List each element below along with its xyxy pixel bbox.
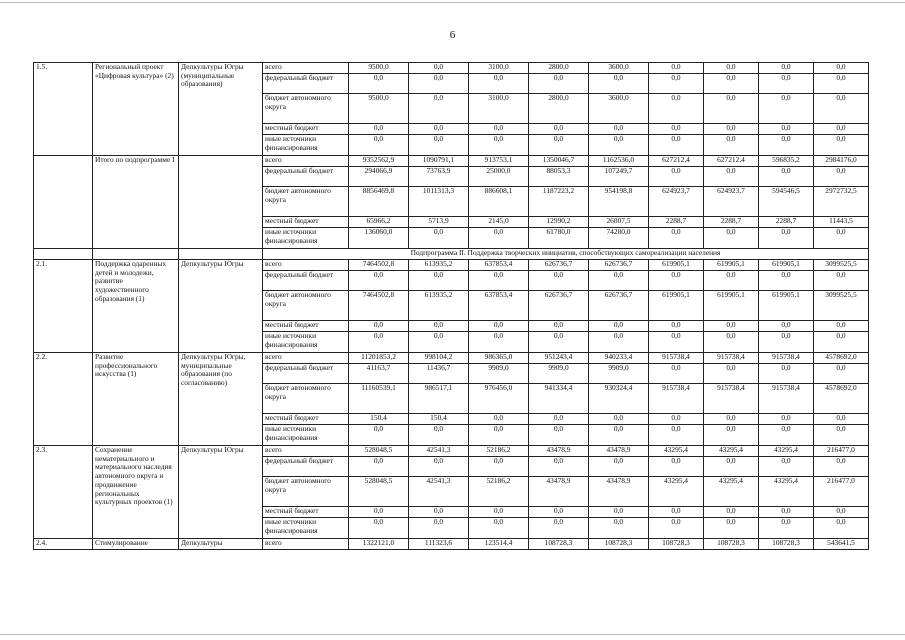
amount-cell: 619905,1 xyxy=(649,290,704,320)
amount-cell: 913753,1 xyxy=(469,155,529,166)
funding-source: всего xyxy=(263,538,349,549)
amount-cell: 26807,5 xyxy=(589,217,649,228)
amount-cell: 940233,4 xyxy=(589,352,649,363)
amount-cell: 0,0 xyxy=(649,166,704,186)
amount-cell: 624923,7 xyxy=(704,187,759,217)
amount-cell: 2972732,5 xyxy=(814,187,869,217)
amount-cell: 0,0 xyxy=(409,456,469,476)
funding-source: всего xyxy=(263,63,349,74)
amount-cell: 0,0 xyxy=(649,425,704,446)
funding-source: местный бюджет xyxy=(263,507,349,518)
amount-cell: 0,0 xyxy=(469,518,529,539)
empty-cell xyxy=(179,248,263,259)
amount-cell: 2288,7 xyxy=(649,217,704,228)
item-executor: Депкультуры Югры xyxy=(179,445,263,538)
amount-cell: 613935,2 xyxy=(409,290,469,320)
funding-source: местный бюджет xyxy=(263,321,349,332)
amount-cell: 976456,0 xyxy=(469,383,529,413)
amount-cell: 150,4 xyxy=(349,414,409,425)
amount-cell: 0,0 xyxy=(589,507,649,518)
amount-cell: 42541,3 xyxy=(409,476,469,506)
amount-cell: 0,0 xyxy=(349,73,409,93)
amount-cell: 0,0 xyxy=(469,425,529,446)
amount-cell: 0,0 xyxy=(469,332,529,353)
amount-cell: 0,0 xyxy=(704,518,759,539)
funding-source: местный бюджет xyxy=(263,217,349,228)
amount-cell: 5713,9 xyxy=(409,217,469,228)
amount-cell: 626736,7 xyxy=(529,259,589,270)
funding-source: бюджет автономного округа xyxy=(263,383,349,413)
amount-cell: 9500,0 xyxy=(349,63,409,74)
amount-cell: 2800,0 xyxy=(529,94,589,124)
amount-cell: 0,0 xyxy=(409,73,469,93)
amount-cell: 626736,7 xyxy=(589,259,649,270)
item-name: Региональный проект «Цифровая культура» (2) xyxy=(93,63,179,156)
amount-cell: 626736,7 xyxy=(529,290,589,320)
empty-cell xyxy=(93,248,179,259)
amount-cell: 216477,0 xyxy=(814,476,869,506)
funding-source: иные источники финансирования xyxy=(263,518,349,539)
amount-cell: 0,0 xyxy=(589,425,649,446)
amount-cell: 0,0 xyxy=(814,363,869,383)
amount-cell: 61780,0 xyxy=(529,228,589,249)
amount-cell: 627212,4 xyxy=(649,155,704,166)
amount-cell: 0,0 xyxy=(349,135,409,156)
amount-cell: 594546,5 xyxy=(759,187,814,217)
amount-cell: 0,0 xyxy=(814,332,869,353)
amount-cell: 42541,3 xyxy=(409,445,469,456)
amount-cell: 0,0 xyxy=(704,135,759,156)
amount-cell: 0,0 xyxy=(409,124,469,135)
amount-cell: 0,0 xyxy=(759,228,814,249)
amount-cell: 43295,4 xyxy=(649,476,704,506)
amount-cell: 0,0 xyxy=(704,507,759,518)
amount-cell: 0,0 xyxy=(349,507,409,518)
amount-cell: 619905,1 xyxy=(759,259,814,270)
amount-cell: 43295,4 xyxy=(704,476,759,506)
amount-cell: 0,0 xyxy=(759,414,814,425)
amount-cell: 619905,1 xyxy=(704,290,759,320)
amount-cell: 0,0 xyxy=(704,166,759,186)
amount-cell: 0,0 xyxy=(814,414,869,425)
amount-cell: 0,0 xyxy=(409,228,469,249)
amount-cell: 65966,2 xyxy=(349,217,409,228)
amount-cell: 0,0 xyxy=(589,456,649,476)
amount-cell: 150,4 xyxy=(409,414,469,425)
amount-cell: 0,0 xyxy=(529,518,589,539)
empty-cell xyxy=(34,248,93,259)
amount-cell: 986365,0 xyxy=(469,352,529,363)
amount-cell: 0,0 xyxy=(759,166,814,186)
item-name: Развитие профессионального искусства (1) xyxy=(93,352,179,445)
amount-cell: 0,0 xyxy=(649,414,704,425)
funding-source: всего xyxy=(263,352,349,363)
amount-cell: 74280,0 xyxy=(589,228,649,249)
amount-cell: 626736,7 xyxy=(589,290,649,320)
amount-cell: 136060,0 xyxy=(349,228,409,249)
amount-cell: 0,0 xyxy=(529,270,589,290)
amount-cell: 1322121,0 xyxy=(349,538,409,549)
amount-cell: 0,0 xyxy=(529,321,589,332)
amount-cell: 0,0 xyxy=(589,124,649,135)
item-number: 1.5. xyxy=(34,63,93,156)
amount-cell: 0,0 xyxy=(759,63,814,74)
amount-cell: 0,0 xyxy=(704,63,759,74)
budget-table xyxy=(33,62,869,550)
amount-cell: 0,0 xyxy=(704,456,759,476)
amount-cell: 543641,5 xyxy=(814,538,869,549)
item-number: 2.1. xyxy=(34,259,93,352)
table-row xyxy=(34,155,869,166)
amount-cell: 3100,0 xyxy=(469,94,529,124)
amount-cell: 886608,1 xyxy=(469,187,529,217)
page-number: 6 xyxy=(449,29,456,41)
item-number: 2.3. xyxy=(34,445,93,538)
funding-source: федеральный бюджет xyxy=(263,166,349,186)
amount-cell: 915738,4 xyxy=(759,383,814,413)
amount-cell: 0,0 xyxy=(704,94,759,124)
amount-cell: 624923,7 xyxy=(649,187,704,217)
amount-cell: 0,0 xyxy=(649,124,704,135)
amount-cell: 0,0 xyxy=(349,124,409,135)
amount-cell: 0,0 xyxy=(759,507,814,518)
amount-cell: 1011313,3 xyxy=(409,187,469,217)
funding-source: иные источники финансирования xyxy=(263,135,349,156)
amount-cell: 88053,3 xyxy=(529,166,589,186)
item-number: 2.4. xyxy=(34,538,93,549)
amount-cell: 0,0 xyxy=(409,270,469,290)
amount-cell: 0,0 xyxy=(409,518,469,539)
amount-cell: 0,0 xyxy=(649,73,704,93)
funding-source: иные источники финансирования xyxy=(263,425,349,446)
amount-cell: 0,0 xyxy=(704,270,759,290)
amount-cell: 0,0 xyxy=(759,456,814,476)
amount-cell: 9909,0 xyxy=(589,363,649,383)
amount-cell: 0,0 xyxy=(649,332,704,353)
top-scan-line xyxy=(0,2,905,3)
table-row xyxy=(34,63,869,74)
subprogram-heading-row xyxy=(34,248,869,259)
amount-cell: 0,0 xyxy=(469,414,529,425)
amount-cell: 11160539,1 xyxy=(349,383,409,413)
amount-cell: 0,0 xyxy=(409,63,469,74)
amount-cell: 0,0 xyxy=(759,124,814,135)
amount-cell: 0,0 xyxy=(589,332,649,353)
amount-cell: 108728,3 xyxy=(759,538,814,549)
amount-cell: 0,0 xyxy=(349,456,409,476)
amount-cell: 0,0 xyxy=(349,270,409,290)
amount-cell: 108728,3 xyxy=(704,538,759,549)
amount-cell: 43295,4 xyxy=(759,445,814,456)
amount-cell: 0,0 xyxy=(704,228,759,249)
amount-cell: 0,0 xyxy=(649,228,704,249)
amount-cell: 0,0 xyxy=(759,332,814,353)
item-executor xyxy=(179,155,263,248)
amount-cell: 954198,8 xyxy=(589,187,649,217)
amount-cell: 41163,7 xyxy=(349,363,409,383)
amount-cell: 998104,2 xyxy=(409,352,469,363)
amount-cell: 52186,2 xyxy=(469,445,529,456)
amount-cell: 0,0 xyxy=(349,425,409,446)
amount-cell: 1162536,0 xyxy=(589,155,649,166)
amount-cell: 0,0 xyxy=(649,518,704,539)
amount-cell: 0,0 xyxy=(704,414,759,425)
amount-cell: 915738,4 xyxy=(649,383,704,413)
amount-cell: 0,0 xyxy=(649,363,704,383)
amount-cell: 0,0 xyxy=(589,414,649,425)
item-name: Стимулирование xyxy=(93,538,179,549)
amount-cell: 613935,2 xyxy=(409,259,469,270)
item-executor: Депкультуры Югры xyxy=(179,259,263,352)
amount-cell: 915738,4 xyxy=(759,352,814,363)
amount-cell: 0,0 xyxy=(649,63,704,74)
amount-cell: 43295,4 xyxy=(649,445,704,456)
amount-cell: 7464502,8 xyxy=(349,259,409,270)
amount-cell: 0,0 xyxy=(759,94,814,124)
amount-cell: 0,0 xyxy=(349,332,409,353)
amount-cell: 0,0 xyxy=(409,321,469,332)
funding-source: федеральный бюджет xyxy=(263,456,349,476)
funding-source: иные источники финансирования xyxy=(263,332,349,353)
amount-cell: 123514,4 xyxy=(469,538,529,549)
item-name: Поддержка одаренных детей и молодежи, развитие художественного образования (1) xyxy=(93,259,179,352)
amount-cell: 0,0 xyxy=(349,321,409,332)
amount-cell: 1350046,7 xyxy=(529,155,589,166)
amount-cell: 1187223,2 xyxy=(529,187,589,217)
amount-cell: 1090791,1 xyxy=(409,155,469,166)
bottom-scan-line xyxy=(0,634,905,635)
amount-cell: 637853,4 xyxy=(469,290,529,320)
amount-cell: 0,0 xyxy=(814,270,869,290)
amount-cell: 2288,7 xyxy=(704,217,759,228)
amount-cell: 0,0 xyxy=(814,456,869,476)
amount-cell: 0,0 xyxy=(814,321,869,332)
amount-cell: 2145,0 xyxy=(469,217,529,228)
amount-cell: 0,0 xyxy=(469,73,529,93)
amount-cell: 43478,9 xyxy=(529,476,589,506)
amount-cell: 0,0 xyxy=(409,425,469,446)
amount-cell: 0,0 xyxy=(349,518,409,539)
amount-cell: 4578692,0 xyxy=(814,352,869,363)
amount-cell: 9500,0 xyxy=(349,94,409,124)
amount-cell: 619905,1 xyxy=(759,290,814,320)
amount-cell: 0,0 xyxy=(759,135,814,156)
amount-cell: 43478,9 xyxy=(529,445,589,456)
amount-cell: 43295,4 xyxy=(704,445,759,456)
amount-cell: 0,0 xyxy=(529,507,589,518)
amount-cell: 0,0 xyxy=(759,321,814,332)
amount-cell: 0,0 xyxy=(814,135,869,156)
amount-cell: 7464502,8 xyxy=(349,290,409,320)
funding-source: федеральный бюджет xyxy=(263,73,349,93)
amount-cell: 3600,0 xyxy=(589,94,649,124)
amount-cell: 3099525,5 xyxy=(814,290,869,320)
amount-cell: 0,0 xyxy=(704,124,759,135)
amount-cell: 0,0 xyxy=(409,94,469,124)
amount-cell: 216477,0 xyxy=(814,445,869,456)
amount-cell: 0,0 xyxy=(704,321,759,332)
amount-cell: 8856469,8 xyxy=(349,187,409,217)
amount-cell: 3100,0 xyxy=(469,63,529,74)
amount-cell: 0,0 xyxy=(469,456,529,476)
amount-cell: 596835,2 xyxy=(759,155,814,166)
amount-cell: 108728,3 xyxy=(589,538,649,549)
amount-cell: 915738,4 xyxy=(649,352,704,363)
amount-cell: 0,0 xyxy=(704,425,759,446)
funding-source: всего xyxy=(263,155,349,166)
amount-cell: 25000,0 xyxy=(469,166,529,186)
amount-cell: 0,0 xyxy=(814,124,869,135)
amount-cell: 43295,4 xyxy=(759,476,814,506)
amount-cell: 619905,1 xyxy=(649,259,704,270)
amount-cell: 0,0 xyxy=(589,270,649,290)
amount-cell: 951243,4 xyxy=(529,352,589,363)
amount-cell: 0,0 xyxy=(409,135,469,156)
funding-source: местный бюджет xyxy=(263,414,349,425)
amount-cell: 43478,9 xyxy=(589,476,649,506)
amount-cell: 0,0 xyxy=(759,270,814,290)
amount-cell: 0,0 xyxy=(469,270,529,290)
table-row xyxy=(34,445,869,456)
amount-cell: 0,0 xyxy=(814,228,869,249)
amount-cell: 0,0 xyxy=(469,124,529,135)
funding-source: федеральный бюджет xyxy=(263,363,349,383)
amount-cell: 0,0 xyxy=(529,135,589,156)
amount-cell: 2288,7 xyxy=(759,217,814,228)
amount-cell: 3099525,5 xyxy=(814,259,869,270)
amount-cell: 0,0 xyxy=(649,270,704,290)
amount-cell: 9352562,9 xyxy=(349,155,409,166)
amount-cell: 107249,7 xyxy=(589,166,649,186)
amount-cell: 11436,7 xyxy=(409,363,469,383)
amount-cell: 0,0 xyxy=(469,135,529,156)
amount-cell: 0,0 xyxy=(649,507,704,518)
amount-cell: 0,0 xyxy=(814,166,869,186)
item-executor: Депкультуры Югры, муниципальные образования (по согласованию) xyxy=(179,352,263,445)
item-name: Итого по подпрограмме I xyxy=(93,155,179,248)
funding-source: иные источники финансирования xyxy=(263,228,349,249)
amount-cell: 9909,0 xyxy=(469,363,529,383)
amount-cell: 73763,9 xyxy=(409,166,469,186)
amount-cell: 0,0 xyxy=(529,414,589,425)
funding-source: всего xyxy=(263,445,349,456)
funding-source: бюджет автономного округа xyxy=(263,476,349,506)
amount-cell: 0,0 xyxy=(759,425,814,446)
amount-cell: 0,0 xyxy=(814,63,869,74)
amount-cell: 0,0 xyxy=(814,94,869,124)
amount-cell: 3600,0 xyxy=(589,63,649,74)
amount-cell: 0,0 xyxy=(649,456,704,476)
amount-cell: 11201853,2 xyxy=(349,352,409,363)
amount-cell: 0,0 xyxy=(649,94,704,124)
item-number xyxy=(34,155,93,248)
funding-source: всего xyxy=(263,259,349,270)
amount-cell: 0,0 xyxy=(814,518,869,539)
amount-cell: 0,0 xyxy=(469,228,529,249)
item-executor: Депкультуры Югры (муниципальные образования) xyxy=(179,63,263,156)
amount-cell: 2800,0 xyxy=(529,63,589,74)
amount-cell: 0,0 xyxy=(649,321,704,332)
item-number: 2.2. xyxy=(34,352,93,445)
amount-cell: 0,0 xyxy=(704,332,759,353)
amount-cell: 294066,9 xyxy=(349,166,409,186)
amount-cell: 43478,9 xyxy=(589,445,649,456)
amount-cell: 0,0 xyxy=(529,73,589,93)
funding-source: бюджет автономного округа xyxy=(263,94,349,124)
amount-cell: 12990,2 xyxy=(529,217,589,228)
amount-cell: 111323,6 xyxy=(409,538,469,549)
amount-cell: 0,0 xyxy=(814,425,869,446)
amount-cell: 0,0 xyxy=(529,124,589,135)
amount-cell: 0,0 xyxy=(814,507,869,518)
amount-cell: 0,0 xyxy=(589,73,649,93)
item-executor: Депкультуры xyxy=(179,538,263,549)
funding-source: местный бюджет xyxy=(263,124,349,135)
amount-cell: 0,0 xyxy=(704,73,759,93)
item-name: Сохранение нематериального и материального наследия автономного округа и продвижение региональных культурных проектов (1) xyxy=(93,445,179,538)
amount-cell: 4578692,0 xyxy=(814,383,869,413)
amount-cell: 930324,4 xyxy=(589,383,649,413)
table-row xyxy=(34,352,869,363)
amount-cell: 528048,5 xyxy=(349,445,409,456)
amount-cell: 0,0 xyxy=(529,456,589,476)
amount-cell: 0,0 xyxy=(589,321,649,332)
amount-cell: 108728,3 xyxy=(529,538,589,549)
amount-cell: 0,0 xyxy=(759,73,814,93)
amount-cell: 619905,1 xyxy=(704,259,759,270)
amount-cell: 2984176,0 xyxy=(814,155,869,166)
amount-cell: 52186,2 xyxy=(469,476,529,506)
funding-source: бюджет автономного округа xyxy=(263,187,349,217)
amount-cell: 108728,3 xyxy=(649,538,704,549)
amount-cell: 0,0 xyxy=(704,363,759,383)
amount-cell: 915738,4 xyxy=(704,383,759,413)
amount-cell: 0,0 xyxy=(589,135,649,156)
amount-cell: 528048,5 xyxy=(349,476,409,506)
amount-cell: 0,0 xyxy=(529,332,589,353)
amount-cell: 986517,1 xyxy=(409,383,469,413)
funding-source: бюджет автономного округа xyxy=(263,290,349,320)
amount-cell: 0,0 xyxy=(649,135,704,156)
amount-cell: 0,0 xyxy=(469,321,529,332)
amount-cell: 9909,0 xyxy=(529,363,589,383)
amount-cell: 0,0 xyxy=(529,425,589,446)
amount-cell: 0,0 xyxy=(409,507,469,518)
amount-cell: 0,0 xyxy=(759,518,814,539)
amount-cell: 11443,5 xyxy=(814,217,869,228)
amount-cell: 0,0 xyxy=(409,332,469,353)
table-row xyxy=(34,538,869,549)
amount-cell: 915738,4 xyxy=(704,352,759,363)
amount-cell: 637853,4 xyxy=(469,259,529,270)
amount-cell: 0,0 xyxy=(759,363,814,383)
funding-source: федеральный бюджет xyxy=(263,270,349,290)
amount-cell: 0,0 xyxy=(469,507,529,518)
amount-cell: 941334,4 xyxy=(529,383,589,413)
subprogram-heading: Подпрограмма II. Поддержка творческих инициатив, способствующих самореализации населения xyxy=(263,248,869,259)
table-row xyxy=(34,259,869,270)
amount-cell: 0,0 xyxy=(814,73,869,93)
amount-cell: 0,0 xyxy=(589,518,649,539)
amount-cell: 627212,4 xyxy=(704,155,759,166)
